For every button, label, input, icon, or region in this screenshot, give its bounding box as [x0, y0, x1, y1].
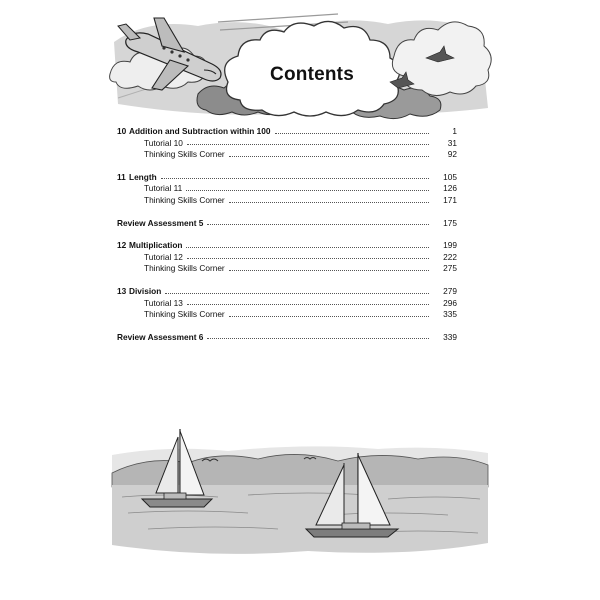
toc-entry-thinking-skills-13[interactable]	[117, 309, 457, 321]
page-title: Contents	[270, 64, 354, 85]
table-of-contents	[117, 126, 457, 343]
chapter-number: 12	[117, 240, 127, 251]
toc-entry-thinking-skills-11[interactable]	[117, 195, 457, 207]
toc-page-number: 171	[443, 194, 457, 205]
dot-leader	[187, 304, 429, 305]
toc-entry-review-assessment-5[interactable]	[117, 218, 457, 230]
toc-entry-label: Thinking Skills Corner	[144, 263, 225, 274]
dot-leader	[165, 293, 429, 294]
toc-entry-label: Addition and Subtraction within 100	[129, 126, 271, 136]
toc-entry-thinking-skills-12[interactable]	[117, 263, 457, 275]
toc-entry-chapter-11[interactable]	[117, 172, 457, 184]
dot-leader	[229, 156, 429, 157]
dot-leader	[186, 247, 429, 248]
toc-entry-tutorial-11[interactable]	[117, 183, 457, 195]
dot-leader	[229, 202, 429, 203]
toc-entry-chapter-13[interactable]	[117, 286, 457, 298]
toc-page-number: 1	[452, 126, 457, 136]
toc-page-number: 31	[447, 137, 457, 148]
dot-leader	[207, 224, 429, 225]
toc-page-number: 339	[443, 331, 457, 342]
toc-entry-label: Division	[129, 285, 162, 296]
toc-page-number: 222	[443, 251, 457, 262]
toc-page-number: 92	[447, 149, 457, 160]
toc-page-number: 296	[443, 297, 457, 308]
toc-entry-label: Tutorial 11	[144, 183, 183, 194]
toc-entry-tutorial-12[interactable]	[117, 252, 457, 264]
toc-entry-label: Thinking Skills Corner	[144, 309, 225, 320]
toc-entry-label: Tutorial 13	[144, 297, 183, 308]
dot-leader	[187, 144, 429, 145]
toc-page-number: 335	[443, 309, 457, 320]
chapter-number: 11	[117, 171, 126, 182]
toc-entry-label: Review Assessment 5	[117, 217, 204, 228]
toc-entry-label: Tutorial 12	[144, 251, 183, 262]
toc-entry-chapter-10[interactable]	[117, 126, 457, 138]
toc-entry-tutorial-13[interactable]	[117, 298, 457, 310]
toc-entry-label: Review Assessment 6	[117, 331, 204, 342]
toc-entry-review-assessment-6[interactable]	[117, 332, 457, 344]
toc-page-number: 199	[443, 240, 457, 251]
toc-entry-label: Thinking Skills Corner	[144, 149, 225, 160]
dot-leader	[161, 178, 429, 179]
chapter-number: 10	[117, 126, 127, 136]
toc-entry-label: Length	[129, 171, 157, 182]
toc-page-number: 105	[443, 171, 457, 182]
toc-entry-label: Multiplication	[129, 240, 183, 251]
dot-leader	[229, 270, 429, 271]
chapter-number: 13	[117, 285, 127, 296]
dot-leader	[229, 316, 429, 317]
toc-page-number: 175	[443, 217, 457, 228]
toc-entry-chapter-12[interactable]	[117, 240, 457, 252]
dot-leader	[186, 190, 429, 191]
dot-leader	[275, 133, 429, 134]
toc-page-number: 279	[443, 285, 457, 296]
toc-entry-label: Tutorial 10	[144, 137, 183, 148]
dot-leader	[207, 338, 429, 339]
toc-entry-label: Thinking Skills Corner	[144, 194, 225, 205]
toc-entry-tutorial-10[interactable]	[117, 138, 457, 150]
toc-page-number: 275	[443, 263, 457, 274]
dot-leader	[187, 258, 429, 259]
toc-page-number: 126	[443, 183, 457, 194]
sailboats-illustration	[108, 425, 492, 575]
toc-entry-thinking-skills-10[interactable]	[117, 149, 457, 161]
